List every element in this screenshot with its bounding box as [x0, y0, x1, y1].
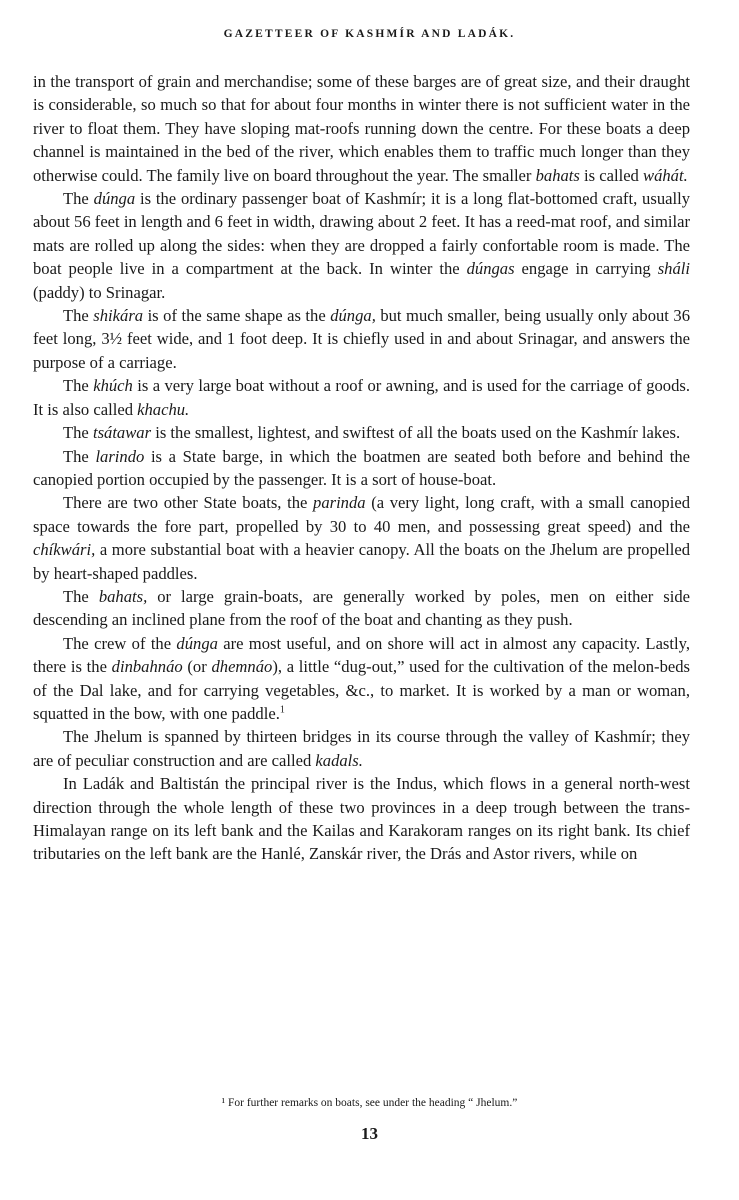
italic-term: tsátawar — [92, 423, 152, 443]
text-run: (paddy) to Srinagar. — [33, 282, 166, 302]
text-run: There are two other State boats, the — [63, 493, 314, 513]
text-run: is the smallest, lightest, and swiftest of all the boats used on the Kashmír lakes. — [151, 423, 681, 443]
italic-term: kadals. — [315, 750, 363, 770]
text-run: The — [63, 446, 96, 466]
footnote-ref: 1 — [279, 704, 285, 716]
italic-term: dúnga — [176, 633, 218, 653]
text-run: The — [63, 586, 99, 606]
italic-term: shikára — [93, 306, 144, 326]
paragraph-10 — [33, 725, 690, 772]
text-run: in the transport of grain and merchandise; some of these barges are of great size, and their draught is considerable, so much so that for about four months in winter there is not sufficient water in the river to float them. They have sloping mat-roofs running down the centre. For these boats a deep channel is maintained in the bed of the river, which enables them to traffic much longer than they otherwise could. The family live on board throughout the year. The smaller — [33, 72, 690, 185]
text-run: (a very light, long craft, with a small canopied space towards the fore part, propelled by 30 to 40 men, and possessing great speed) and the — [33, 493, 690, 536]
italic-term: khachu. — [137, 399, 190, 419]
italic-term: bahats — [535, 165, 580, 185]
paragraph-8 — [33, 585, 690, 632]
paragraph-5 — [33, 421, 690, 444]
text-run: is a State barge, in which the boatmen are seated both before and behind the canopied portion occupied by the passenger. It is a sort of house-boat. — [33, 446, 690, 489]
text-run: or large grain-boats, are generally worked by poles, men on either side descending an inclined plane from the roof of the boat and chanting as they push. — [33, 586, 690, 630]
italic-term: dinbahnáo — [111, 657, 183, 677]
paragraph-9 — [33, 632, 690, 726]
text-run: are most useful, and on shore will act in almost any capacity. Lastly, there is the — [33, 633, 690, 677]
paragraph-6 — [33, 445, 690, 492]
italic-term: bahats, — [98, 586, 148, 606]
paragraph-1 — [33, 70, 690, 187]
italic-term: wáhát. — [643, 165, 688, 185]
text-run: but much smaller, being usually only about 36 feet long, 3½ feet wide, and 1 foot deep. It is chiefly used in and about Srinagar, and answers the purpose of a carriage. — [33, 306, 690, 372]
italic-term: dhemnáo — [211, 657, 273, 677]
paragraph-2 — [33, 187, 690, 304]
paragraph-11 — [33, 772, 690, 866]
footnote: ¹ For further remarks on boats, see under the heading “ Jhelum.” — [221, 1097, 518, 1109]
text-run: ), a little “dug-out,” used for the cultivation of the melon-beds of the Dal lake, and for carrying vegetables, &c., to market. It is worked by a man or woman, squatted in the bow, with one paddle. — [33, 657, 690, 723]
italic-term: dúnga, — [330, 306, 376, 326]
paragraph-3 — [33, 304, 690, 374]
italic-term: parinda — [313, 493, 366, 513]
text-run: is called — [579, 165, 644, 185]
italic-term: khúch — [93, 376, 133, 396]
text-run: The — [63, 306, 94, 326]
text-run: The — [63, 423, 93, 443]
body-text — [33, 70, 690, 866]
running-header: GAZETTEER OF KASHMÍR AND LADÁK. — [223, 28, 516, 40]
italic-term: larindo — [95, 446, 145, 466]
text-run: is the ordinary passenger boat of Kashmír; it is a long flat-bottomed craft, usually about 56 feet in length and 6 feet in width, drawing about 2 feet. It has a reed-mat roof, and similar mats are rolled up along the sides: when they are dropped a fairly confortable room is made. The boat people live in a compartment at the back. In winter the — [33, 189, 690, 279]
italic-term: sháli — [657, 259, 690, 279]
text-run: is a very large boat without a roof or awning, and is used for the carriage of goods. It is also called — [33, 376, 690, 419]
text-run: is of the same shape as the — [143, 306, 331, 326]
text-run: (or — [182, 657, 212, 677]
italic-term: dúngas — [466, 259, 515, 279]
italic-term: chíkwári, — [33, 540, 96, 560]
text-run: The Jhelum is spanned by thirteen bridges in its course through the valley of Kashmír; they are of peculiar construction and are called — [33, 727, 690, 770]
text-run: In Ladák and Baltistán the principal river is the Indus, which flows in a general north-west direction through the whole length of these two provinces in a deep trough between the trans-Himalayan range on its left bank and the Kailas and Karakoram ranges on its right bank. Its chief tributaries on the left bank are the Hanlé, Zanskár river, the Drás and Astor rivers, while on — [33, 774, 690, 864]
text-run: The — [63, 189, 94, 209]
text-run: The — [63, 376, 94, 396]
text-run: a more substantial boat with a heavier canopy. All the boats on the Jhelum are propelled by heart-shaped paddles. — [33, 540, 690, 583]
paragraph-7 — [33, 491, 690, 585]
page-number: 13 — [361, 1124, 378, 1143]
text-run: engage in carrying — [514, 259, 658, 279]
text-run: The crew of the — [63, 633, 177, 653]
paragraph-4 — [33, 374, 690, 421]
italic-term: dúnga — [93, 189, 136, 209]
